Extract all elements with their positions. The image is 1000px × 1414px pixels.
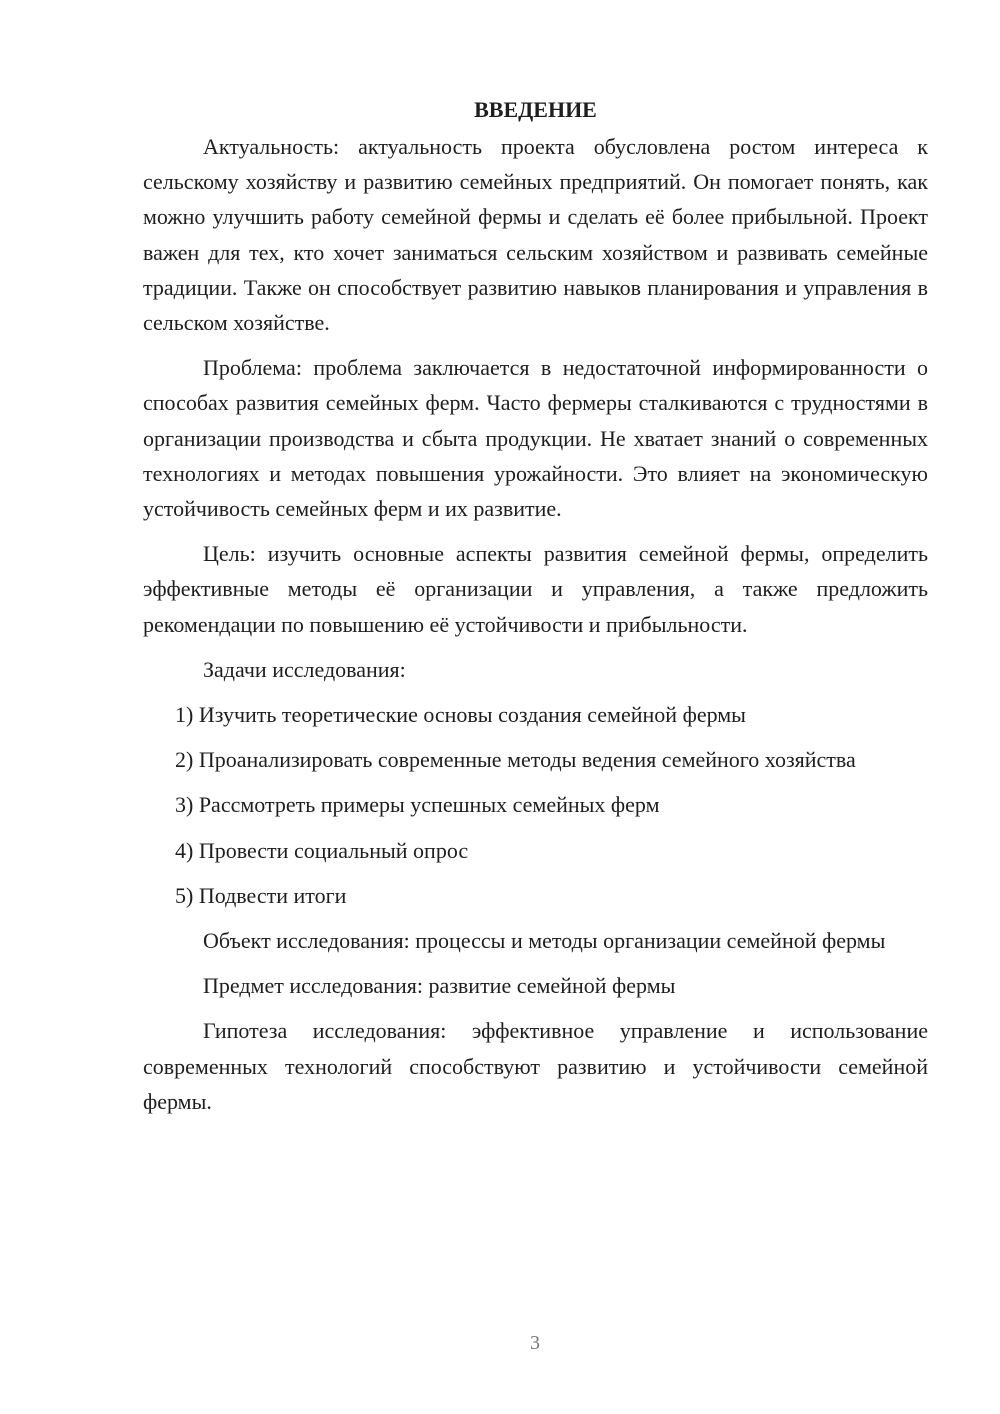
section-heading: ВВЕДЕНИЕ (474, 97, 597, 122)
hypothesis-paragraph: Гипотеза исследования: эффективное управление и использование современных технологий способствуют развитию и устойчивости семейной фермы. (143, 1018, 928, 1114)
task-item: 5) Подвести итоги (175, 882, 347, 908)
subject-paragraph: Предмет исследования: развитие семейной фермы (203, 973, 676, 999)
goal-paragraph: Цель: изучить основные аспекты развития семейной фермы, определить эффективные методы её организации и управления, а также предложить рекомендации по повышению её устойчивости и прибыльности. (143, 541, 928, 637)
task-item: 2) Проанализировать современные методы ведения семейного хозяйства (175, 747, 856, 773)
task-item: 3) Рассмотреть примеры успешных семейных ферм (175, 792, 660, 818)
document-page (143, 92, 928, 1129)
object-paragraph: Объект исследования: процессы и методы организации семейной фермы (203, 928, 886, 954)
task-item: 4) Провести социальный опрос (175, 837, 469, 863)
problem-paragraph: Проблема: проблема заключается в недостаточной информированности о способах развития семейных ферм. Часто фермеры сталкиваются с трудностями в организации производства и сбыта продукции. Не хватает знаний о современных технологиях и методах повышения урожайности. Это влияет на экономическую устойчивость семейных ферм и их развитие. (143, 355, 928, 522)
task-item: 1) Изучить теоретические основы создания семейной фермы (175, 702, 746, 728)
tasks-title: Задачи исследования: (203, 656, 406, 682)
page-number: 3 (530, 1332, 540, 1354)
relevance-paragraph: Актуальность: актуальность проекта обусловлена ростом интереса к сельскому хозяйству и развитию семейных предприятий. Он помогает понять, как можно улучшить работу семейной фермы и сделать её более прибыльной. Проект важен для тех, кто хочет заниматься сельским хозяйством и развивать семейные традиции. Также он способствует развитию навыков планирования и управления в сельском хозяйстве. (143, 134, 928, 336)
